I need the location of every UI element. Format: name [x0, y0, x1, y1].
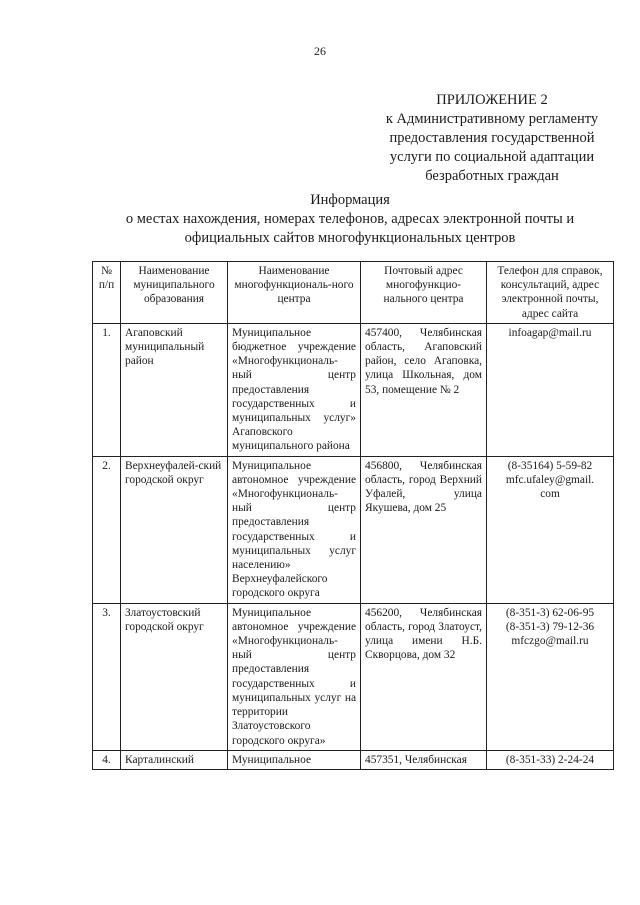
header-num: № п/п	[93, 262, 121, 324]
row-municipality: Агаповский муниципальный район	[121, 323, 228, 456]
row-num: 2.	[93, 456, 121, 603]
document-title	[60, 191, 640, 248]
header-address: Почтовый адрес многофункцио-нального центра	[361, 262, 487, 324]
table-row	[93, 323, 614, 456]
page-number: 26	[314, 44, 326, 58]
table-row	[93, 456, 614, 603]
appendix-line: безработных граждан	[425, 168, 559, 184]
row-contact: infoagap@mail.ru	[487, 323, 614, 456]
row-contact: (8-351-3) 62-06-95 (8-351-3) 79-12-36 mfczgo@mail.ru	[487, 603, 614, 750]
row-center: Муниципальное	[228, 750, 361, 769]
row-address: 456200, Челябинская область, город Златоуст, улица имени Н.Б. Скворцова, дом 32	[361, 603, 487, 750]
appendix-line: услуги по социальной адаптации	[389, 149, 595, 165]
header-municipality: Наименование муниципального образования	[121, 262, 228, 324]
appendix-line: к Административному регламенту	[385, 111, 599, 127]
table-row	[93, 750, 614, 769]
mfc-table	[92, 261, 614, 770]
row-address: 457351, Челябинская	[361, 750, 487, 769]
header-contact: Телефон для справок, консультаций, адрес электронной почты, адрес сайта	[487, 262, 614, 324]
row-center: Муниципальное автономное учреждение «Многофункциональ-ный центр предоставления государственных и муниципальных услуг населению» Верхнеуфалейского городского округа	[228, 456, 361, 603]
row-address: 456800, Челябинская область, город Верхний Уфалей, улица Якушева, дом 25	[361, 456, 487, 603]
row-municipality: Верхнеуфалей-ский городской округ	[121, 456, 228, 603]
row-center: Муниципальное бюджетное учреждение «Многофункциональ-ный центр предоставления государственных и муниципальных услуг» Агаповского муниципального района	[228, 323, 361, 456]
row-municipality: Карталинский	[121, 750, 228, 769]
table-row	[93, 603, 614, 750]
table-header-row	[93, 262, 614, 324]
row-center: Муниципальное автономное учреждение «Многофункциональ-ный центр предоставления государственных и муниципальных услуг на территории Златоустовского городского округа»	[228, 603, 361, 750]
info-heading: Информация	[310, 192, 390, 208]
header-center: Наименование многофункциональ-ного центра	[228, 262, 361, 324]
row-municipality: Златоустовский городской округ	[121, 603, 228, 750]
row-num: 1.	[93, 323, 121, 456]
row-contact: (8-35164) 5-59-82 mfc.ufaley@gmail. com	[487, 456, 614, 603]
appendix-title: ПРИЛОЖЕНИЕ 2	[436, 92, 548, 108]
info-subtitle: о местах нахождения, номерах телефонов, адресах электронной почты и	[125, 211, 575, 227]
appendix-line: предоставления государственной	[389, 130, 595, 146]
appendix-heading	[372, 91, 612, 186]
row-num: 4.	[93, 750, 121, 769]
row-num: 3.	[93, 603, 121, 750]
row-address: 457400, Челябинская область, Агаповский район, село Агаповка, улица Школьная, дом 53, помещение № 2	[361, 323, 487, 456]
row-contact: (8-351-33) 2-24-24	[487, 750, 614, 769]
info-subtitle: официальных сайтов многофункциональных центров	[184, 230, 516, 246]
